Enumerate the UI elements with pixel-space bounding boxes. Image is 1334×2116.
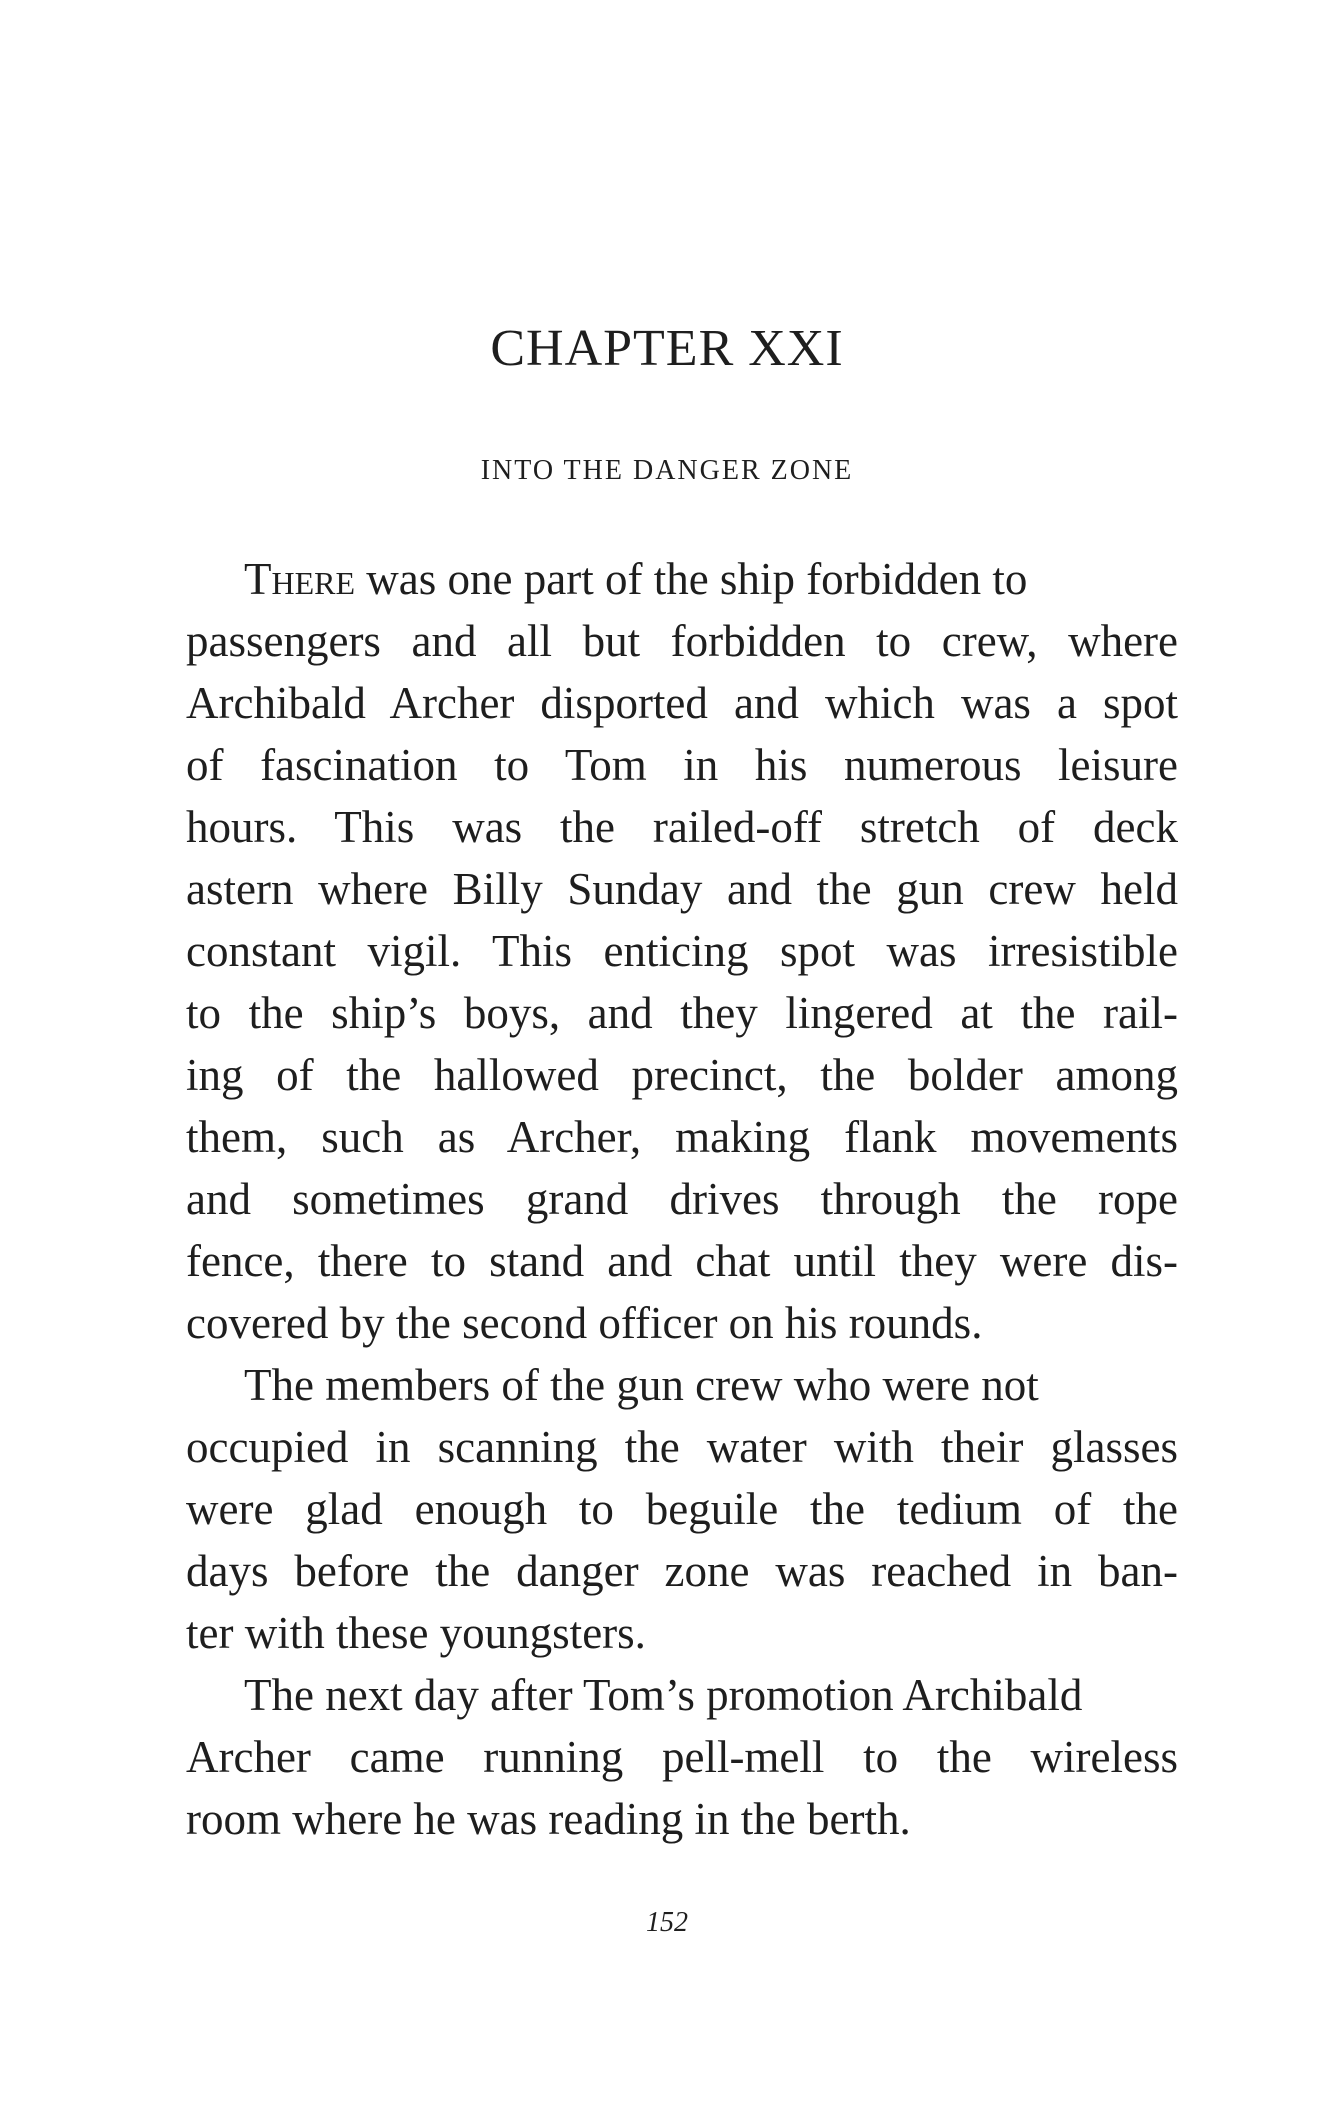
- text-line: of fascination to Tom in his numerous leisure: [186, 740, 1178, 790]
- text-line: Archer came running pell-mell to the wireless: [186, 1732, 1178, 1782]
- text-line: to the ship’s boys, and they lingered at the rail-: [186, 988, 1178, 1038]
- first-line-rest: was one part of the ship forbidden to: [355, 554, 1028, 604]
- text-line: room where he was reading in the berth.: [186, 1794, 911, 1844]
- text-line: ing of the hallowed precinct, the bolder among: [186, 1050, 1178, 1100]
- text-line: days before the danger zone was reached in ban-: [186, 1546, 1178, 1596]
- text-line: and sometimes grand drives through the rope: [186, 1174, 1178, 1224]
- lead-word: There: [244, 554, 356, 604]
- text-line: occupied in scanning the water with their glasses: [186, 1422, 1178, 1472]
- text-line: Archibald Archer disported and which was a spot: [186, 678, 1178, 728]
- text-line: constant vigil. This enticing spot was irresistible: [186, 926, 1178, 976]
- text-line: fence, there to stand and chat until they were dis-: [186, 1236, 1178, 1286]
- text-line: The next day after Tom’s promotion Archibald: [244, 1670, 1083, 1720]
- text-line: ter with these youngsters.: [186, 1608, 646, 1658]
- text-line: [244, 554, 1178, 604]
- text-line: were glad enough to beguile the tedium of the: [186, 1484, 1178, 1534]
- text-line: passengers and all but forbidden to crew, where: [186, 616, 1178, 666]
- text-line: astern where Billy Sunday and the gun crew held: [186, 864, 1178, 914]
- text-line: The members of the gun crew who were not: [244, 1360, 1039, 1410]
- chapter-subtitle: INTO THE DANGER ZONE: [480, 455, 854, 486]
- page-number: 152: [646, 1907, 688, 1938]
- text-line: hours. This was the railed-off stretch of deck: [186, 802, 1178, 852]
- text-line: covered by the second officer on his rounds.: [186, 1298, 983, 1348]
- text-line: them, such as Archer, making flank movements: [186, 1112, 1178, 1162]
- chapter-title: CHAPTER XXI: [490, 320, 844, 377]
